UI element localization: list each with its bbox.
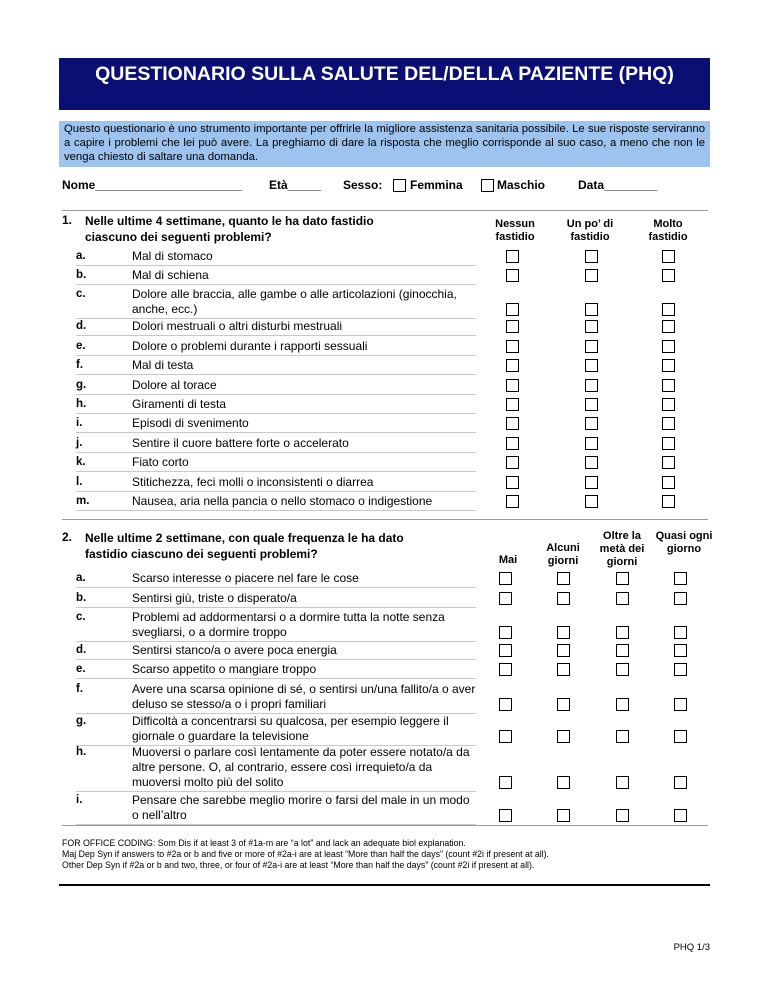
q1-item-letter: b. [76, 269, 87, 281]
q2-column-header: Oltre la metà dei giorni [599, 530, 645, 568]
q2-item-0-option-3-checkbox[interactable] [674, 572, 687, 585]
q1-item-text: Fiato corto [132, 455, 189, 469]
q1-item-0-option-0-checkbox[interactable] [506, 250, 519, 263]
q2-item-letter: c. [76, 611, 86, 623]
female-checkbox[interactable] [393, 179, 406, 192]
q1-item-9-option-0-checkbox[interactable] [506, 437, 519, 450]
male-checkbox[interactable] [481, 179, 494, 192]
q1-item-3-option-1-checkbox[interactable] [585, 320, 598, 333]
q1-item-12-option-2-checkbox[interactable] [662, 495, 675, 508]
date-field[interactable]: Data________ [578, 178, 658, 192]
q1-item-text: Episodi di svenimento [132, 416, 249, 430]
q2-item-6-option-1-checkbox[interactable] [557, 730, 570, 743]
q2-item-text: Scarso interesse o piacere nel fare le cose [132, 571, 359, 585]
q1-item-10-option-0-checkbox[interactable] [506, 456, 519, 469]
office-coding [62, 838, 722, 871]
q1-item-8-option-0-checkbox[interactable] [506, 417, 519, 430]
q1-item-letter: h. [76, 398, 87, 410]
question-2-text: Nelle ultime 2 settimane, con quale frequenza le ha dato fastidio ciascuno dei seguenti problemi? [85, 531, 404, 561]
q1-item-text: Stitichezza, feci molli o inconsistenti o diarrea [132, 475, 374, 489]
footer-divider [59, 884, 710, 886]
q2-item-letter: d. [76, 644, 87, 656]
q2-item-text: Pensare che sarebbe meglio morire o farsi del male in un modo o nell’altro [132, 793, 470, 822]
q1-item-4-option-0-checkbox[interactable] [506, 340, 519, 353]
q2-item-0-option-1-checkbox[interactable] [557, 572, 570, 585]
q1-item-6-option-2-checkbox[interactable] [662, 379, 675, 392]
q2-item-6-option-3-checkbox[interactable] [674, 730, 687, 743]
q1-item-4-option-2-checkbox[interactable] [662, 340, 675, 353]
q2-item-4-option-3-checkbox[interactable] [674, 663, 687, 676]
q1-item-4-option-1-checkbox[interactable] [585, 340, 598, 353]
q2-item-letter: a. [76, 572, 86, 584]
q1-item-letter: a. [76, 250, 86, 262]
q1-item-5-option-2-checkbox[interactable] [662, 359, 675, 372]
q1-item-text: Dolore alle braccia, alle gambe o alle articolazioni (ginocchia, anche, ecc.) [132, 287, 457, 316]
q2-item-2-option-3-checkbox[interactable] [674, 626, 687, 639]
row-separator [76, 607, 476, 608]
q2-item-3-option-1-checkbox[interactable] [557, 644, 570, 657]
q1-item-letter: d. [76, 320, 87, 332]
q2-item-0-option-2-checkbox[interactable] [616, 572, 629, 585]
q1-item-text: Mal di stomaco [132, 249, 213, 263]
q1-column-header: Un po’ di fastidio [566, 218, 614, 243]
row-separator [76, 452, 476, 453]
female-label: Femmina [410, 178, 463, 192]
row-separator [76, 659, 476, 660]
divider [62, 210, 708, 211]
q2-item-8-option-2-checkbox[interactable] [616, 809, 629, 822]
q2-item-2-option-1-checkbox[interactable] [557, 626, 570, 639]
q1-item-11-option-2-checkbox[interactable] [662, 476, 675, 489]
q1-item-letter: c. [76, 288, 86, 300]
q2-item-letter: h. [76, 746, 87, 758]
q2-item-6-option-0-checkbox[interactable] [499, 730, 512, 743]
question-1-text: Nelle ultime 4 settimane, quanto le ha dato fastidio ciascuno dei seguenti problemi? [85, 214, 374, 244]
q2-item-8-option-3-checkbox[interactable] [674, 809, 687, 822]
page-number: PHQ 1/3 [673, 942, 710, 953]
divider [62, 825, 708, 826]
row-separator [76, 284, 476, 285]
q2-item-1-option-0-checkbox[interactable] [499, 592, 512, 605]
divider [62, 519, 708, 520]
row-separator [76, 471, 476, 472]
q2-item-letter: b. [76, 592, 87, 604]
age-field[interactable]: Età_____ [269, 178, 322, 192]
q2-item-text: Problemi ad addormentarsi o a dormire tutta la notte senza svegliarsi, o a dormire troppo [132, 610, 445, 639]
q1-item-0-option-2-checkbox[interactable] [662, 250, 675, 263]
q1-item-2-option-2-checkbox[interactable] [662, 303, 675, 316]
q2-item-2-option-0-checkbox[interactable] [499, 626, 512, 639]
q2-item-text: Scarso appetito o mangiare troppo [132, 662, 317, 676]
q2-item-3-option-0-checkbox[interactable] [499, 644, 512, 657]
row-separator [76, 265, 476, 266]
q2-item-text: Avere una scarsa opinione di sé, o sentirsi un/una fallito/a o aver deluso se stesso/a o i propri familiari [132, 682, 476, 711]
q2-item-letter: i. [76, 794, 83, 806]
q2-column-header: Quasi ogni giorno [655, 530, 713, 555]
q1-item-1-option-0-checkbox[interactable] [506, 269, 519, 282]
q2-item-1-option-2-checkbox[interactable] [616, 592, 629, 605]
q1-item-letter: m. [76, 495, 90, 507]
q1-item-text: Nausea, aria nella pancia o nello stomaco o indigestione [132, 494, 433, 508]
row-separator [76, 394, 476, 395]
q2-item-7-option-2-checkbox[interactable] [616, 776, 629, 789]
q2-item-2-option-2-checkbox[interactable] [616, 626, 629, 639]
row-separator [76, 510, 476, 511]
row-separator [76, 355, 476, 356]
q1-item-letter: l. [76, 476, 83, 488]
q1-item-letter: f. [76, 359, 84, 371]
row-separator [76, 413, 476, 414]
q2-item-4-option-0-checkbox[interactable] [499, 663, 512, 676]
q1-item-9-option-1-checkbox[interactable] [585, 437, 598, 450]
q2-item-text: Difficoltà a concentrarsi su qualcosa, per esempio leggere il giornale o guardare la televisione [132, 714, 449, 743]
q2-item-3-option-3-checkbox[interactable] [674, 644, 687, 657]
q2-item-7-option-0-checkbox[interactable] [499, 776, 512, 789]
question-2-number: 2. [62, 530, 73, 544]
q1-item-1-option-2-checkbox[interactable] [662, 269, 675, 282]
q1-item-text: Dolore al torace [132, 378, 217, 392]
q1-item-5-option-0-checkbox[interactable] [506, 359, 519, 372]
q1-item-1-option-1-checkbox[interactable] [585, 269, 598, 282]
q2-item-7-option-3-checkbox[interactable] [674, 776, 687, 789]
q2-column-header: Mai [498, 554, 518, 566]
q2-item-5-option-3-checkbox[interactable] [674, 698, 687, 711]
q1-item-letter: g. [76, 379, 87, 391]
q1-item-12-option-0-checkbox[interactable] [506, 495, 519, 508]
q1-item-6-option-1-checkbox[interactable] [585, 379, 598, 392]
intro-text: Questo questionario è uno strumento importante per offrirle la migliore assistenza sanitaria possibile. Le sue risposte serviranno a capire i problemi che lei può avere. La preghiamo di dare la risposta che meglio corrisponde al suo caso, a meno che non le venga chiesto di saltare una domanda. [59, 121, 710, 167]
q1-item-letter: j. [76, 437, 83, 449]
q1-column-header: Molto fastidio [648, 218, 688, 243]
q1-item-7-option-2-checkbox[interactable] [662, 398, 675, 411]
q2-item-letter: g. [76, 715, 87, 727]
q2-item-5-option-1-checkbox[interactable] [557, 698, 570, 711]
row-separator [76, 491, 476, 492]
office-coding-line: FOR OFFICE CODING: Som Dis if at least 3 of #1a-m are “a lot” and lack an adequate biol explanation. [62, 838, 466, 848]
question-1-number: 1. [62, 213, 73, 227]
q1-column-header: Nessun fastidio [495, 218, 535, 243]
office-coding-line: Maj Dep Syn if answers to #2a or b and five or more of #2a-i are at least “More than half the days” (count #2i if present at all). [62, 849, 550, 859]
q1-item-letter: e. [76, 340, 86, 352]
q2-item-4-option-1-checkbox[interactable] [557, 663, 570, 676]
q2-item-text: Muoversi o parlare così lentamente da poter essere notato/a da altre persone. O, al contrario, essere così irrequieto/a da muoversi molto più del solito [132, 745, 470, 789]
q1-item-2-option-1-checkbox[interactable] [585, 303, 598, 316]
q1-item-text: Dolore o problemi durante i rapporti sessuali [132, 339, 368, 353]
q1-item-text: Mal di testa [132, 358, 194, 372]
q2-item-text: Sentirsi stanco/a o avere poca energia [132, 643, 337, 657]
q2-item-text: Sentirsi giù, triste o disperato/a [132, 591, 297, 605]
q2-item-5-option-2-checkbox[interactable] [616, 698, 629, 711]
q2-item-6-option-2-checkbox[interactable] [616, 730, 629, 743]
q1-item-9-option-2-checkbox[interactable] [662, 437, 675, 450]
q1-item-6-option-0-checkbox[interactable] [506, 379, 519, 392]
row-separator [76, 432, 476, 433]
q1-item-10-option-2-checkbox[interactable] [662, 456, 675, 469]
q1-item-text: Sentire il cuore battere forte o accelerato [132, 436, 349, 450]
q1-item-11-option-0-checkbox[interactable] [506, 476, 519, 489]
q1-item-8-option-1-checkbox[interactable] [585, 417, 598, 430]
row-separator [76, 791, 476, 792]
q2-item-5-option-0-checkbox[interactable] [499, 698, 512, 711]
q1-item-10-option-1-checkbox[interactable] [585, 456, 598, 469]
office-coding-line: Other Dep Syn if #2a or b and two, three, or four of #2a-i are at least “More than half the days” (count #2i if present at all). [62, 860, 535, 870]
row-separator [76, 335, 476, 336]
male-label: Maschio [497, 178, 546, 192]
q1-item-5-option-1-checkbox[interactable] [585, 359, 598, 372]
q2-item-1-option-3-checkbox[interactable] [674, 592, 687, 605]
row-separator [76, 678, 476, 679]
q1-item-2-option-0-checkbox[interactable] [506, 303, 519, 316]
q1-item-8-option-2-checkbox[interactable] [662, 417, 675, 430]
q1-item-text: Mal di schiena [132, 268, 209, 282]
q1-item-12-option-1-checkbox[interactable] [585, 495, 598, 508]
q2-item-letter: e. [76, 663, 86, 675]
q2-item-letter: f. [76, 683, 84, 695]
q1-item-3-option-0-checkbox[interactable] [506, 320, 519, 333]
q1-item-7-option-1-checkbox[interactable] [585, 398, 598, 411]
row-separator [76, 587, 476, 588]
q2-column-header: Alcuni giorni [546, 542, 580, 567]
q2-item-8-option-0-checkbox[interactable] [499, 809, 512, 822]
q1-item-text: Giramenti di testa [132, 397, 227, 411]
q1-item-7-option-0-checkbox[interactable] [506, 398, 519, 411]
q1-item-text: Dolori mestruali o altri disturbi mestruali [132, 319, 343, 333]
q2-item-4-option-2-checkbox[interactable] [616, 663, 629, 676]
row-separator [76, 374, 476, 375]
row-separator [76, 641, 476, 642]
q2-item-7-option-1-checkbox[interactable] [557, 776, 570, 789]
page-title: QUESTIONARIO SULLA SALUTE DEL/DELLA PAZIENTE (PHQ) [59, 58, 710, 110]
q1-item-0-option-1-checkbox[interactable] [585, 250, 598, 263]
q2-item-1-option-1-checkbox[interactable] [557, 592, 570, 605]
sex-label: Sesso: [343, 178, 383, 192]
q1-item-letter: k. [76, 456, 86, 468]
q2-item-3-option-2-checkbox[interactable] [616, 644, 629, 657]
q2-item-0-option-0-checkbox[interactable] [499, 572, 512, 585]
q2-item-8-option-1-checkbox[interactable] [557, 809, 570, 822]
name-field[interactable]: Nome______________________ [62, 178, 243, 192]
q1-item-11-option-1-checkbox[interactable] [585, 476, 598, 489]
q1-item-3-option-2-checkbox[interactable] [662, 320, 675, 333]
q1-item-letter: i. [76, 417, 83, 429]
